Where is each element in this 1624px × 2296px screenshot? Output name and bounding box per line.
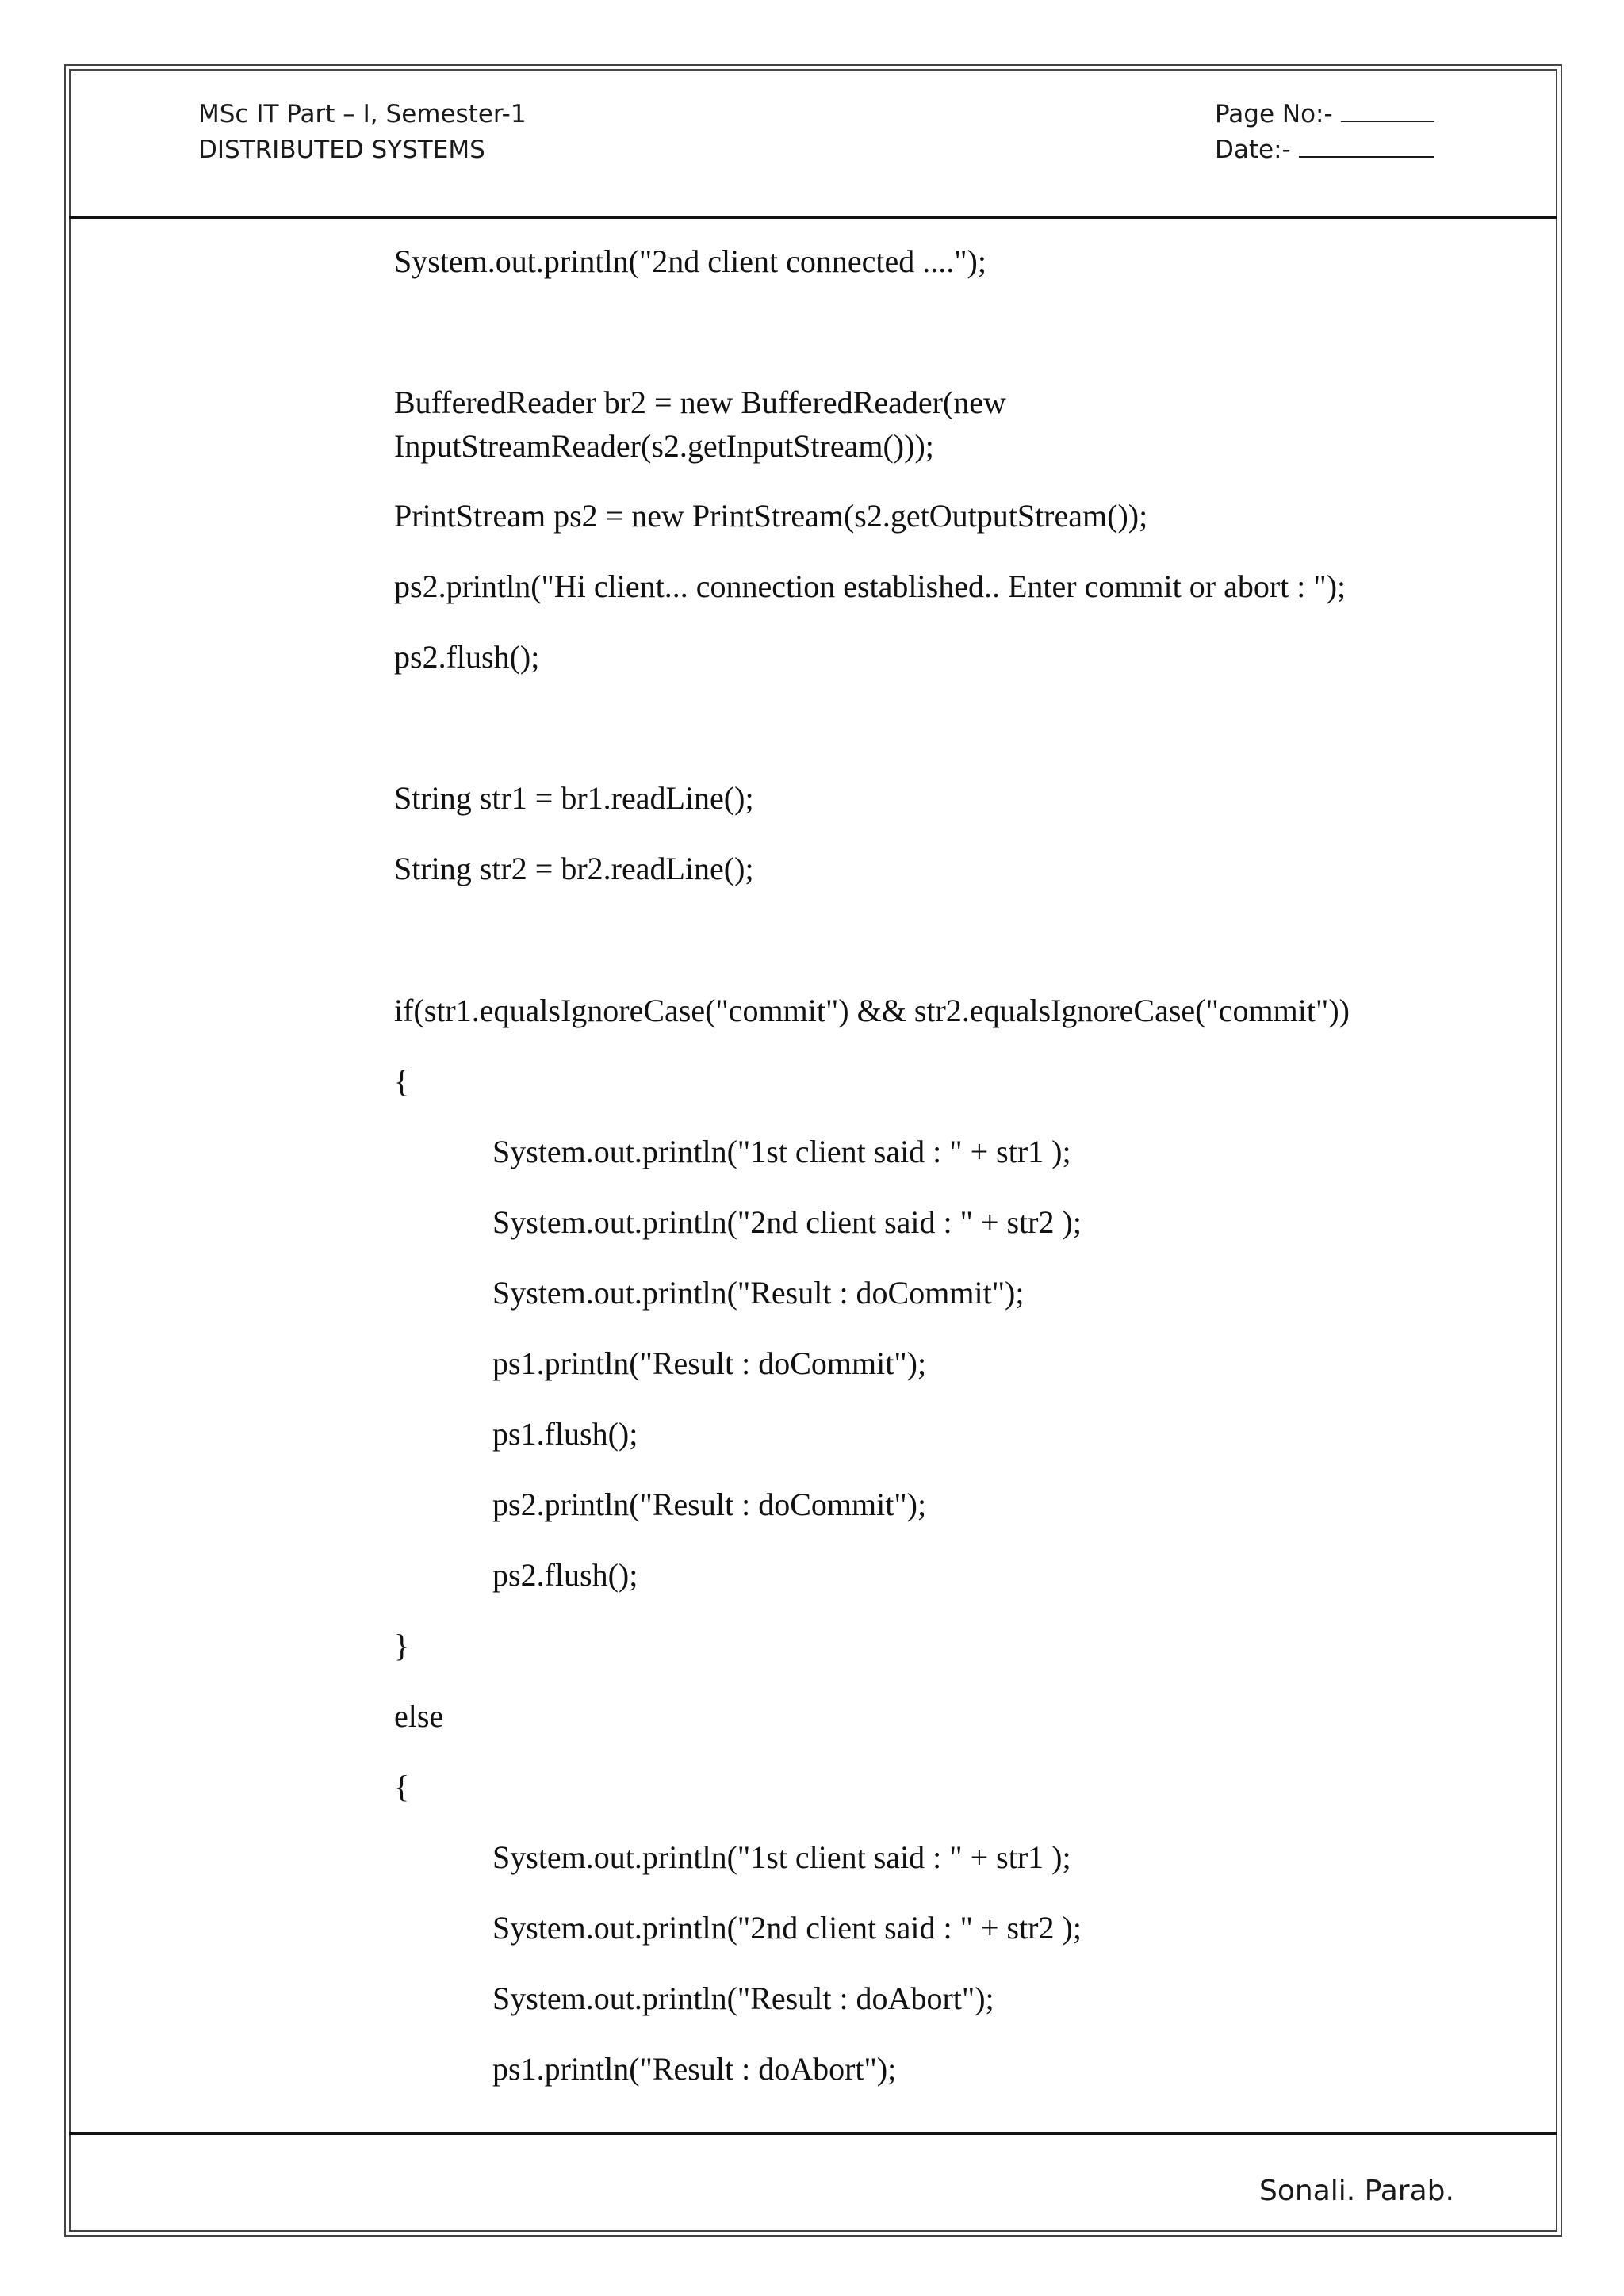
- date-blank: [1299, 132, 1434, 158]
- code-line: else: [394, 1698, 444, 1734]
- code-line: if(str1.equalsIgnoreCase("commit") && str2.equalsIgnoreCase("commit")): [394, 993, 1350, 1028]
- code-line: System.out.println("2nd client said : " + str2 );: [492, 1204, 1082, 1240]
- footer-divider: [69, 2132, 1557, 2135]
- date-label: Date:-: [1215, 136, 1291, 164]
- code-line: PrintStream ps2 = new PrintStream(s2.getOutputStream());: [394, 498, 1148, 534]
- code-line: ps1.println("Result : doCommit");: [492, 1345, 927, 1381]
- code-line: ps1.flush();: [492, 1416, 638, 1452]
- code-line: InputStreamReader(s2.getInputStream()));: [394, 428, 934, 464]
- code-line: System.out.println("1st client said : " + str1 );: [492, 1134, 1071, 1169]
- code-line: System.out.println("2nd client connected ....");: [394, 243, 986, 279]
- author-signature: Sonali. Parab.: [1259, 2175, 1454, 2207]
- code-line: BufferedReader br2 = new BufferedReader(new: [394, 385, 1006, 420]
- code-line: ps2.flush();: [394, 639, 540, 675]
- page-number-blank: [1341, 97, 1434, 122]
- code-line: }: [394, 1628, 410, 1663]
- course-title: MSc IT Part – I, Semester-1: [198, 100, 527, 128]
- subject-title: DISTRIBUTED SYSTEMS: [198, 136, 485, 164]
- code-line: {: [394, 1769, 410, 1804]
- header-divider: [69, 216, 1557, 219]
- code-line: System.out.println("1st client said : " + str1 );: [492, 1839, 1071, 1875]
- page-number-label: Page No:-: [1215, 100, 1333, 128]
- code-line: {: [394, 1063, 410, 1099]
- code-line: String str2 = br2.readLine();: [394, 851, 754, 886]
- code-line: ps2.println("Hi client... connection established.. Enter commit or abort : ");: [394, 568, 1346, 604]
- code-line: ps1.println("Result : doAbort");: [492, 2051, 897, 2087]
- code-line: System.out.println("Result : doCommit");: [492, 1275, 1025, 1311]
- page-number-field: [1215, 97, 1434, 132]
- code-line: ps2.flush();: [492, 1557, 638, 1593]
- code-line: System.out.println("Result : doAbort");: [492, 1980, 994, 2016]
- code-line: String str1 = br1.readLine();: [394, 780, 754, 816]
- code-line: ps2.println("Result : doCommit");: [492, 1487, 927, 1522]
- code-line: System.out.println("2nd client said : " + str2 );: [492, 1910, 1082, 1946]
- date-field: [1215, 132, 1434, 167]
